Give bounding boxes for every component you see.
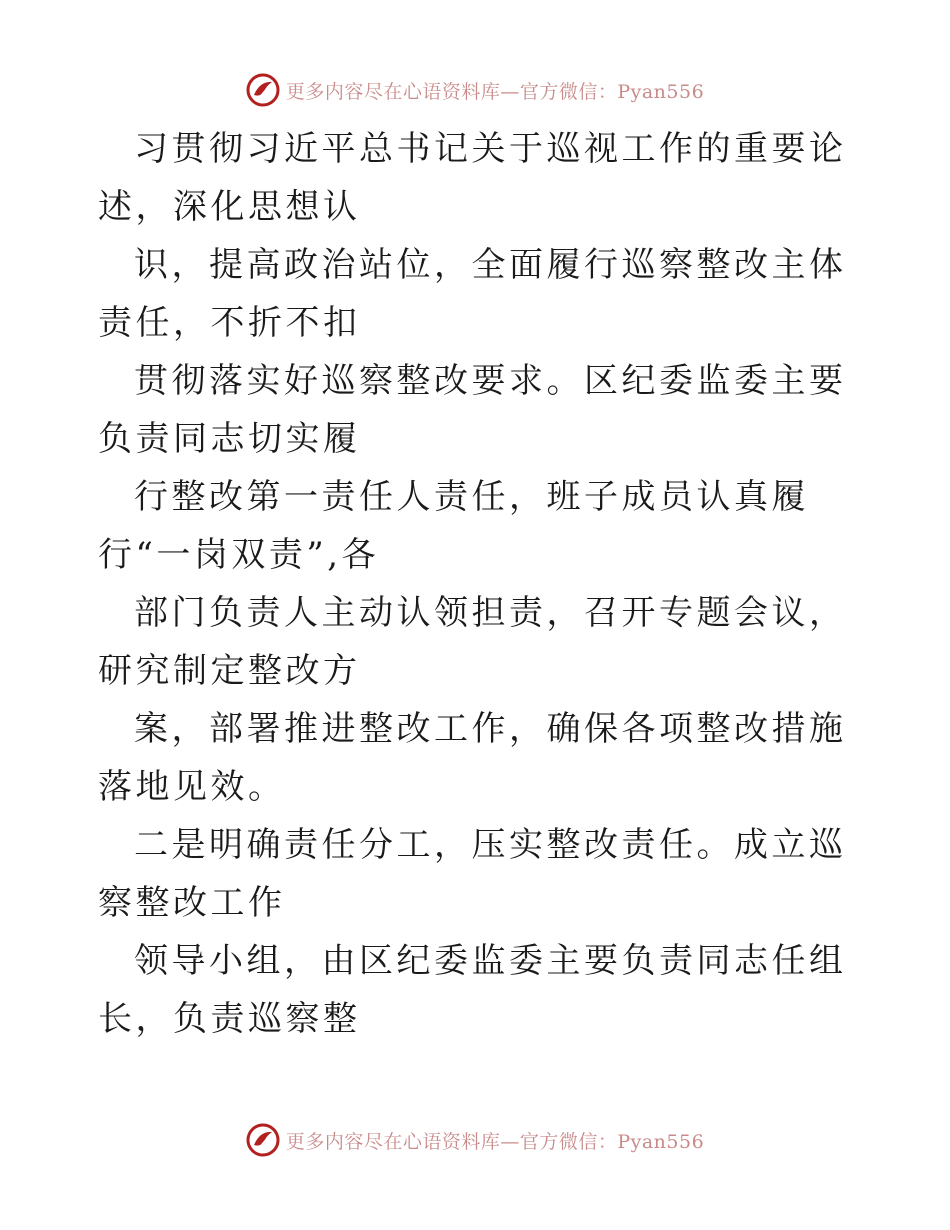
paragraph: 案，部署推进整改工作，确保各项整改措施落地见效。 — [98, 709, 847, 807]
header-banner-text: 更多内容尽在心语资料库—官方微信：Pyan556 — [285, 80, 705, 103]
paragraph: 识，提高政治站位，全面履行巡察整改主体责任，不折不扣 — [98, 245, 847, 343]
paragraph: 贯彻落实好巡察整改要求。区纪委监委主要负责同志切实履 — [98, 361, 847, 459]
footer-watermark-banner — [0, 1120, 950, 1160]
paragraph: 二是明确责任分工，压实整改责任。成立巡察整改工作 — [98, 825, 847, 923]
document-body — [98, 120, 858, 1048]
paragraph: 领导小组，由区纪委监委主要负责同志任组长，负责巡察整 — [98, 941, 847, 1039]
header-watermark-banner — [0, 70, 950, 110]
paragraph: 行整改第一责任人责任，班子成员认真履行“一岗双责”,各 — [98, 477, 809, 575]
footer-banner-text: 更多内容尽在心语资料库—官方微信：Pyan556 — [285, 1130, 705, 1153]
paragraph: 习贯彻习近平总书记关于巡视工作的重要论述，深化思想认 — [98, 129, 847, 227]
paragraph: 部门负责人主动认领担责，召开专题会议，研究制定整改方 — [98, 593, 847, 691]
brand-logo-icon — [246, 1123, 280, 1157]
brand-logo-icon — [246, 73, 280, 107]
